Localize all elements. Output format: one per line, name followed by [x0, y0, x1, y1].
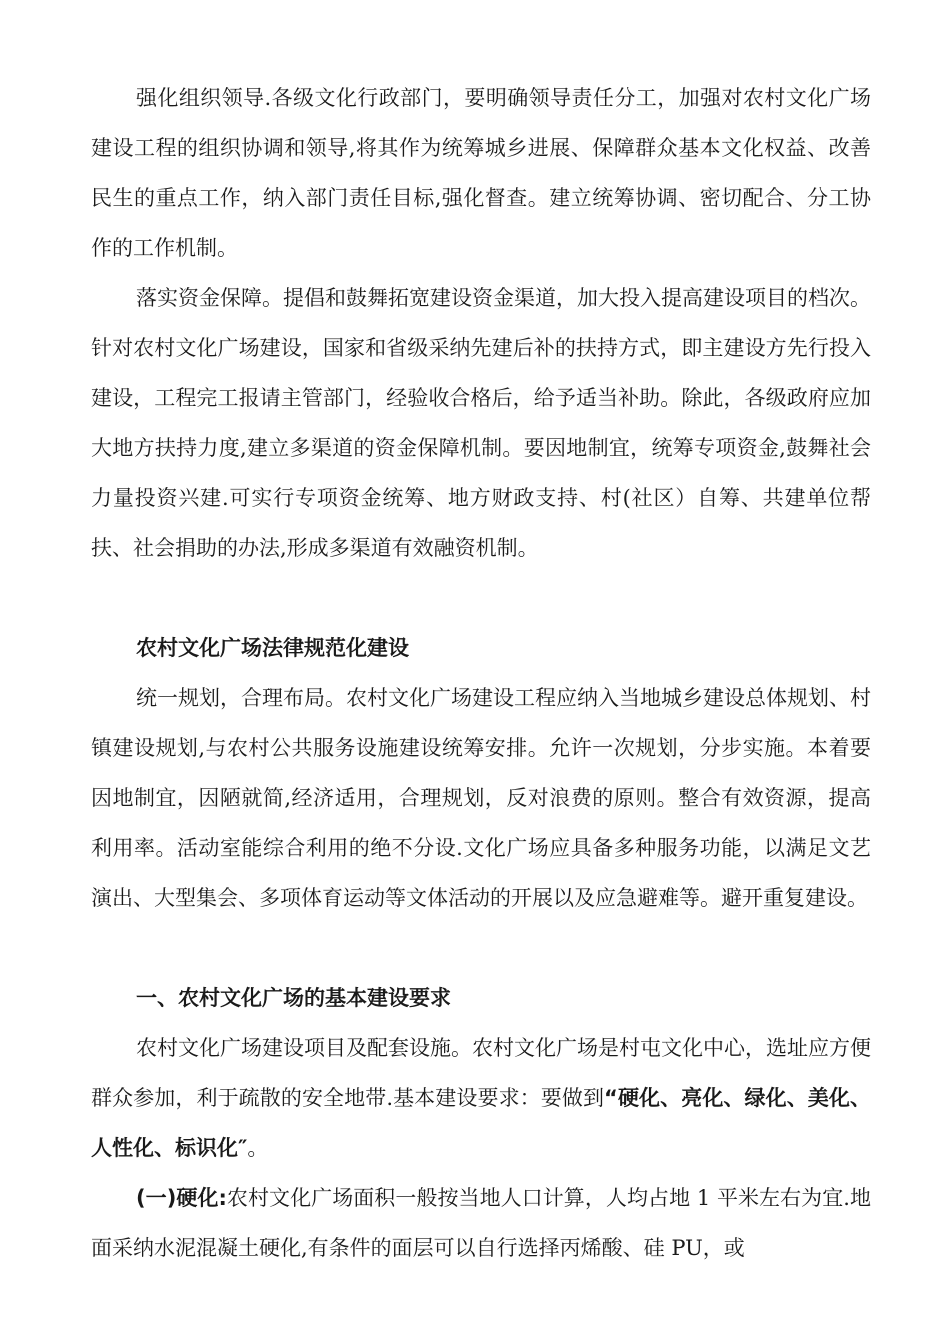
section-heading-basic-requirements: 一、农村文化广场的基本建设要求 — [136, 986, 451, 1010]
paragraph-text: 农村文化广场建设项目及配套设施。农村文化广场是村屯文化中心，选址应方便群众参加，利于疏散的安全地带.基本建设要求：要做到 — [91, 1036, 871, 1110]
paragraph-text: 农村文化广场面积一般按当地人口计算，人均占地 1 平米左右为宜.地面采纳水泥混凝土硬化,有条件的面层可以自行选择丙烯酸、硅 PU，或 — [91, 1186, 872, 1260]
paragraph-hardening — [91, 1173, 871, 1273]
paragraph-end-punctuation: 。 — [247, 1136, 269, 1160]
section-heading-legal-standardization: 农村文化广场法律规范化建设 — [136, 636, 409, 660]
paragraph-construction-projects — [91, 1023, 871, 1173]
paragraph-funding-guarantee: 落实资金保障。提倡和鼓舞拓宽建设资金渠道，加大投入提高建设项目的档次。针对农村文化广场建设，国家和省级采纳先建后补的扶持方式，即主建设方先行投入建设，工程完工报请主管部门，经验收合格后，给予适当补助。除此，各级政府应加大地方扶持力度,建立多渠道的资金保障机制。要因地制宜，统筹专项资金,鼓舞社会力量投资兴建.可实行专项资金统筹、地方财政支持、村(社区）自筹、共建单位帮扶、社会捐助的办法,形成多渠道有效融资机制。 — [91, 286, 871, 560]
bold-item-label-hardening: (一)硬化: — [136, 1186, 227, 1210]
paragraph-organization-leadership: 强化组织领导.各级文化行政部门，要明确领导责任分工，加强对农村文化广场建设工程的组织协调和领导,将其作为统筹城乡进展、保障群众基本文化权益、改善民生的重点工作，纳入部门责任目标,强化督查。建立统筹协调、密切配合、分工协作的工作机制。 — [91, 86, 871, 260]
paragraph-unified-planning: 统一规划，合理布局。农村文化广场建设工程应纳入当地城乡建设总体规划、村镇建设规划,与农村公共服务设施建设统筹安排。允许一次规划，分步实施。本着要因地制宜，因陋就简,经济适用，合理规划，反对浪费的原则。整合有效资源，提高利用率。活动室能综合利用的绝不分设.文化广场应具备多种服务功能，以满足文艺演出、大型集会、多项体育运动等文体活动的开展以及应急避难等。避开重复建设。 — [91, 686, 871, 910]
bold-requirements-phrase: “硬化、亮化、绿化、美化、人性化、标识化″ — [91, 1086, 871, 1160]
